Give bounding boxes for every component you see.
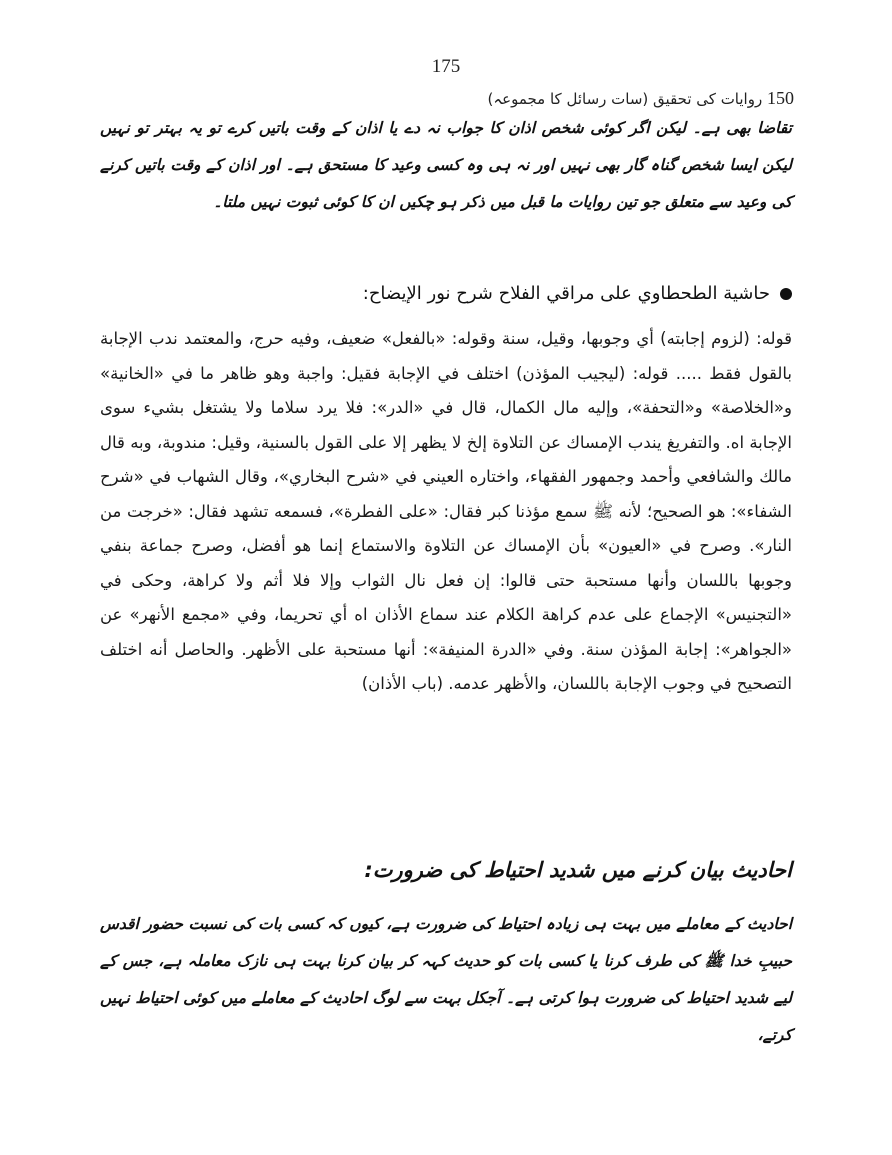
- section-heading: احادیث بیان کرنے میں شدید احتیاط کی ضرورت:: [364, 858, 792, 882]
- arabic-source-heading-text: حاشية الطحطاوي على مراقي الفلاح شرح نور الإيضاح:: [362, 283, 770, 304]
- top-urdu-paragraph: تقاضا بھی ہے۔ لیکن اگر کوئی شخص اذان کا جواب نہ دے یا اذان کے وقت باتیں کرے تو یہ بہتر تو نہیں لیکن ایسا شخص گناہ گار بھی نہیں اور نہ ہی وہ کسی وعید کا مستحق ہے۔ اور اذان کے وقت باتیں کرنے کی وعید سے متعلق جو تین روایات ما قبل میں ذکر ہو چکیں ان کا کوئی ثبوت نہیں ملتا۔: [100, 119, 792, 211]
- arabic-quote-paragraph: قوله: (لزوم إجابته) أي وجوبها، وقيل، سنة وقوله: «بالفعل» ضعيف، وفيه حرج، والمعتمد ندب الإجابة بالقول فقط ..... قوله: (ليجيب المؤذن) اختلف في الإجابة فقيل: واجبة وهو ظاهر ما في «الخانية» و«الخلاصة» و«التحفة»، وإليه مال الكمال، قال في «الدر»: فلا يرد سلاما ولا يشتغل بشيء سوى الإجابة اه. والتفريغ يندب الإمساك عن التلاوة إلخ لا يظهر إلا على القول بالسنية، وقيل: مندوبة، وبه قال مالك والشافعي وأحمد وجمهور الفقهاء، واختاره العيني في «شرح البخاري»، وقال الشهاب في «شرح الشفاء»: هو الصحيح؛ لأنه ﷺ سمع مؤذنا كبر فقال: «على الفطرة»، فسمعه تشهد فقال: «خرجت من النار». وصرح في «العيون» بأن الإمساك عن التلاوة والاستماع إنما هو أفضل، وصرح جماعة بنفي وجوبها باللسان وأنها مستحبة حتى قالوا: إن فعل نال الثواب وإلا فلا أثم ولا كراهة، وحكى في «التجنيس» الإجماع على عدم كراهة الكلام عند سماع الأذان اه أي تحريما، وفي «مجمع الأنهر» عن «الجواهر»: إجابة المؤذن سنة. وفي «الدرة المنيفة»: أنها مستحبة على الأظهر. والحاصل أنه اختلف التصحيح في وجوب الإجابة باللسان، والأظهر عدمه. (باب الأذان): [100, 329, 792, 693]
- running-header-number: 150: [767, 88, 794, 108]
- bullet-icon: [780, 288, 792, 300]
- running-header: [294, 88, 794, 109]
- page-number: 175: [431, 56, 461, 77]
- running-header-title: روایات کی تحقیق (سات رسائل کا مجموعہ): [487, 90, 763, 108]
- bottom-urdu-paragraph: احادیث کے معاملے میں بہت ہی زیادہ احتیاط کی ضرورت ہے، کیوں کہ کسی بات کی نسبت حضور اقدس حبیبِ خدا ﷺ کی طرف کرنا یا کسی بات کو حدیث کہہ کر بیان کرنا بہت ہی نازک معاملہ ہے، جس کے لیے شدید احتیاط کی ضرورت ہوا کرتی ہے۔ آجکل بہت سے لوگ احادیث کے معاملے میں کوئی احتیاط نہیں کرتے،: [100, 915, 792, 1044]
- arabic-source-heading: [192, 283, 792, 304]
